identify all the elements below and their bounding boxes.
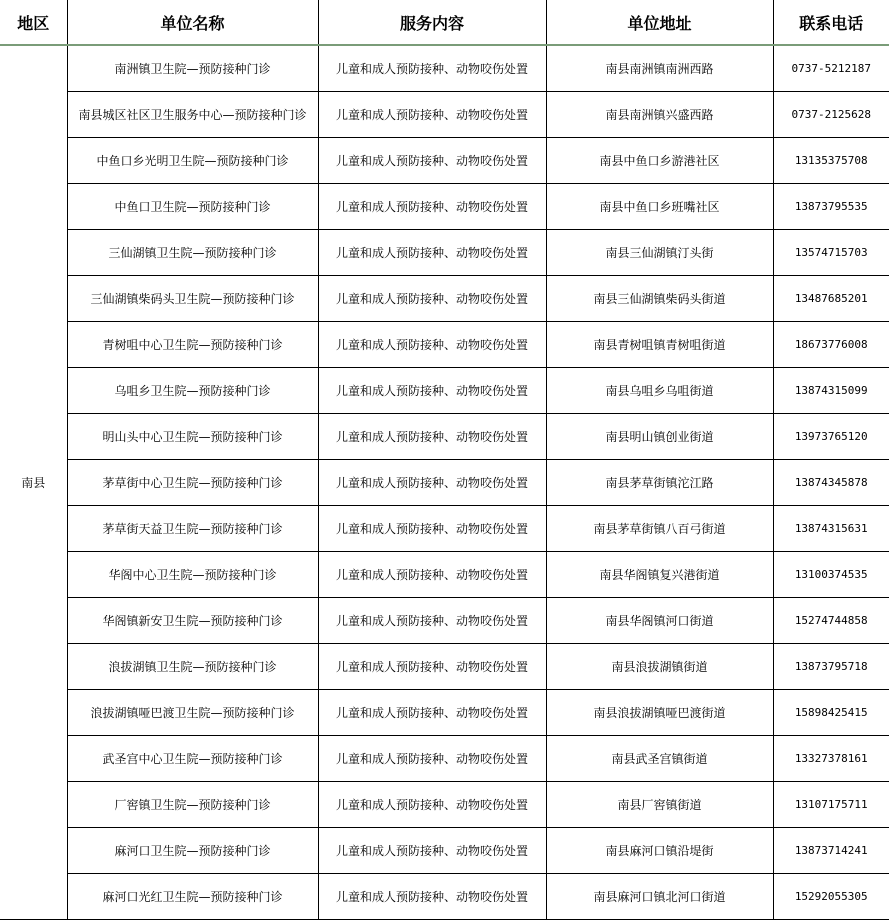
service-cell: 儿童和成人预防接种、动物咬伤处置 <box>318 460 546 506</box>
table-row <box>0 322 889 368</box>
phone-cell: 13874345878 <box>773 460 889 506</box>
unit-name-cell: 浪拔湖镇哑巴渡卫生院—预防接种门诊 <box>67 690 318 736</box>
unit-name-cell: 中鱼口乡光明卫生院—预防接种门诊 <box>67 138 318 184</box>
phone-cell: 13107175711 <box>773 782 889 828</box>
service-cell: 儿童和成人预防接种、动物咬伤处置 <box>318 322 546 368</box>
address-cell: 南县乌咀乡乌咀街道 <box>546 368 773 414</box>
table-row <box>0 828 889 874</box>
table-row <box>0 690 889 736</box>
table-row <box>0 552 889 598</box>
address-cell: 南县浪拔湖镇哑巴渡街道 <box>546 690 773 736</box>
unit-name-cell: 麻河口光红卫生院—预防接种门诊 <box>67 874 318 920</box>
address-cell: 南县麻河口镇北河口街道 <box>546 874 773 920</box>
unit-name-cell: 茅草街天益卫生院—预防接种门诊 <box>67 506 318 552</box>
table-row <box>0 45 889 92</box>
phone-cell: 13874315631 <box>773 506 889 552</box>
phone-cell: 13873795718 <box>773 644 889 690</box>
service-cell: 儿童和成人预防接种、动物咬伤处置 <box>318 690 546 736</box>
address-cell: 南县南洲镇南洲西路 <box>546 45 773 92</box>
service-cell: 儿童和成人预防接种、动物咬伤处置 <box>318 598 546 644</box>
phone-cell: 13874315099 <box>773 368 889 414</box>
service-cell: 儿童和成人预防接种、动物咬伤处置 <box>318 45 546 92</box>
unit-name-cell: 厂窖镇卫生院—预防接种门诊 <box>67 782 318 828</box>
phone-cell: 13327378161 <box>773 736 889 782</box>
table-row <box>0 644 889 690</box>
phone-cell: 13100374535 <box>773 552 889 598</box>
unit-name-cell: 武圣宫中心卫生院—预防接种门诊 <box>67 736 318 782</box>
service-cell: 儿童和成人预防接种、动物咬伤处置 <box>318 644 546 690</box>
service-cell: 儿童和成人预防接种、动物咬伤处置 <box>318 138 546 184</box>
service-cell: 儿童和成人预防接种、动物咬伤处置 <box>318 414 546 460</box>
unit-name-cell: 麻河口卫生院—预防接种门诊 <box>67 828 318 874</box>
service-cell: 儿童和成人预防接种、动物咬伤处置 <box>318 276 546 322</box>
address-cell: 南县中鱼口乡游港社区 <box>546 138 773 184</box>
service-cell: 儿童和成人预防接种、动物咬伤处置 <box>318 506 546 552</box>
unit-name-cell: 华阁中心卫生院—预防接种门诊 <box>67 552 318 598</box>
unit-name-cell: 浪拔湖镇卫生院—预防接种门诊 <box>67 644 318 690</box>
table-row <box>0 782 889 828</box>
unit-name-cell: 明山头中心卫生院—预防接种门诊 <box>67 414 318 460</box>
address-cell: 南县浪拔湖镇街道 <box>546 644 773 690</box>
unit-name-cell: 中鱼口卫生院—预防接种门诊 <box>67 184 318 230</box>
service-cell: 儿童和成人预防接种、动物咬伤处置 <box>318 368 546 414</box>
unit-name-cell: 茅草街中心卫生院—预防接种门诊 <box>67 460 318 506</box>
service-cell: 儿童和成人预防接种、动物咬伤处置 <box>318 828 546 874</box>
service-cell: 儿童和成人预防接种、动物咬伤处置 <box>318 874 546 920</box>
phone-cell: 15292055305 <box>773 874 889 920</box>
unit-name-cell: 三仙湖镇柴码头卫生院—预防接种门诊 <box>67 276 318 322</box>
header-service: 服务内容 <box>318 0 546 45</box>
service-cell: 儿童和成人预防接种、动物咬伤处置 <box>318 230 546 276</box>
header-unit-name: 单位名称 <box>67 0 318 45</box>
table-row <box>0 598 889 644</box>
unit-name-cell: 南县城区社区卫生服务中心—预防接种门诊 <box>67 92 318 138</box>
header-region: 地区 <box>0 0 67 45</box>
table-row <box>0 460 889 506</box>
table-row <box>0 414 889 460</box>
phone-cell: 13973765120 <box>773 414 889 460</box>
address-cell: 南县武圣宫镇街道 <box>546 736 773 782</box>
unit-name-cell: 青树咀中心卫生院—预防接种门诊 <box>67 322 318 368</box>
unit-name-cell: 南洲镇卫生院—预防接种门诊 <box>67 45 318 92</box>
phone-cell: 13873795535 <box>773 184 889 230</box>
phone-cell: 0737-2125628 <box>773 92 889 138</box>
table-row <box>0 138 889 184</box>
phone-cell: 18673776008 <box>773 322 889 368</box>
service-cell: 儿童和成人预防接种、动物咬伤处置 <box>318 92 546 138</box>
phone-cell: 13574715703 <box>773 230 889 276</box>
phone-cell: 13873714241 <box>773 828 889 874</box>
address-cell: 南县厂窖镇街道 <box>546 782 773 828</box>
unit-name-cell: 乌咀乡卫生院—预防接种门诊 <box>67 368 318 414</box>
address-cell: 南县中鱼口乡班嘴社区 <box>546 184 773 230</box>
address-cell: 南县茅草街镇沱江路 <box>546 460 773 506</box>
service-cell: 儿童和成人预防接种、动物咬伤处置 <box>318 736 546 782</box>
service-cell: 儿童和成人预防接种、动物咬伤处置 <box>318 552 546 598</box>
address-cell: 南县茅草街镇八百弓街道 <box>546 506 773 552</box>
unit-name-cell: 三仙湖镇卫生院—预防接种门诊 <box>67 230 318 276</box>
address-cell: 南县华阁镇河口街道 <box>546 598 773 644</box>
table-row <box>0 368 889 414</box>
address-cell: 南县三仙湖镇汀头街 <box>546 230 773 276</box>
region-cell: 南县 <box>0 45 67 920</box>
table-row <box>0 230 889 276</box>
address-cell: 南县青树咀镇青树咀街道 <box>546 322 773 368</box>
header-row <box>0 0 889 45</box>
phone-cell: 13487685201 <box>773 276 889 322</box>
address-cell: 南县南洲镇兴盛西路 <box>546 92 773 138</box>
header-address: 单位地址 <box>546 0 773 45</box>
table-row <box>0 506 889 552</box>
address-cell: 南县麻河口镇沿堤街 <box>546 828 773 874</box>
phone-cell: 15274744858 <box>773 598 889 644</box>
header-phone: 联系电话 <box>773 0 889 45</box>
phone-cell: 15898425415 <box>773 690 889 736</box>
address-cell: 南县华阁镇复兴港街道 <box>546 552 773 598</box>
phone-cell: 13135375708 <box>773 138 889 184</box>
table-row <box>0 736 889 782</box>
address-cell: 南县明山镇创业街道 <box>546 414 773 460</box>
table-row <box>0 184 889 230</box>
unit-name-cell: 华阁镇新安卫生院—预防接种门诊 <box>67 598 318 644</box>
address-cell: 南县三仙湖镇柴码头街道 <box>546 276 773 322</box>
service-cell: 儿童和成人预防接种、动物咬伤处置 <box>318 184 546 230</box>
phone-cell: 0737-5212187 <box>773 45 889 92</box>
table-row <box>0 874 889 920</box>
service-cell: 儿童和成人预防接种、动物咬伤处置 <box>318 782 546 828</box>
table-row <box>0 92 889 138</box>
table-row <box>0 276 889 322</box>
